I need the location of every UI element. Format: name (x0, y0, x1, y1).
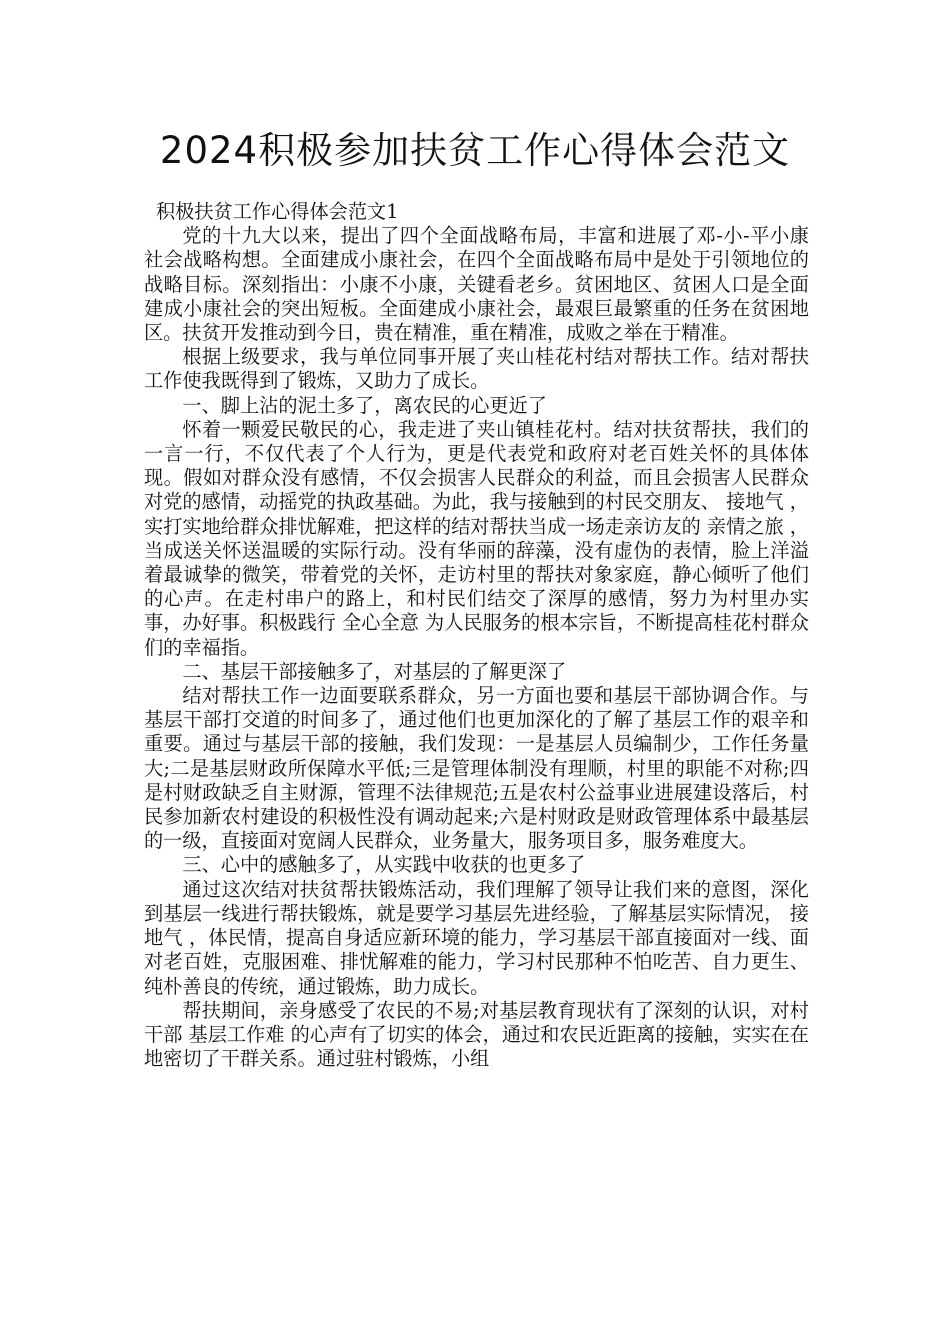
section-heading: 一、脚上沾的泥土多了，离农民的心更近了 (182, 393, 547, 417)
paragraph: 帮扶期间，亲身感受了农民的不易;对基层教育现状有了深刻的认识，对村干部 基层工作难 的心声有了切实的体会，通过和农民近距离的接触，实实在在地密切了干群关系。通过驻村锻炼，小组 (144, 998, 809, 1071)
section-heading: 二、基层干部接触多了，对基层的了解更深了 (182, 659, 567, 683)
paragraph: 根据上级要求，我与单位同事开展了夹山桂花村结对帮扶工作。结对帮扶工作使我既得到了锻炼，又助力了成长。 (144, 345, 809, 393)
paragraph: 怀着一颗爱民敬民的心，我走进了夹山镇桂花村。结对扶贫帮扶，我们的一言一行，不仅代表了个人行为，更是代表党和政府对老百姓关怀的具体体现。假如对群众没有感情，不仅会损害人民群众的利益，而且会损害人民群众对党的感情，动摇党的执政基础。为此，我与接触到的村民交朋友、 接地气 ，实打实地给群众排忧解难，把这样的结对帮扶当成一场走亲访友的 亲情之旅 ，当成送关怀送温暖的实际行动。没有华丽的辞藻，没有虚伪的表情，脸上洋溢着最诚挚的微笑，带着党的关怀，走访村里的帮扶对象家庭，静心倾听了他们的心声。在走村串户的路上，和村民们结交了深厚的感情，努力为村里办实事，办好事。积极践行 全心全意 为人民服务的根本宗旨，不断提高桂花村群众们的幸福指。 (144, 417, 809, 659)
document-subtitle: 积极扶贫工作心得体会范文1 (156, 200, 399, 223)
document-body (144, 200, 809, 1071)
document-title: 2024积极参加扶贫工作心得体会范文 (159, 129, 791, 172)
paragraph: 通过这次结对扶贫帮扶锻炼活动，我们理解了领导让我们来的意图，深化到基层一线进行帮扶锻炼，就是要学习基层先进经验，了解基层实际情况， 接地气 ，体民情，提高自身适应新环境的能力，学习基层干部直接面对一线、面对老百姓，克服困难、排忧解难的能力，学习村民那种不怕吃苦、自力更生、纯朴善良的传统，通过锻炼，助力成长。 (144, 877, 809, 998)
paragraph: 结对帮扶工作一边面要联系群众，另一方面也要和基层干部协调合作。与基层干部打交道的时间多了，通过他们也更加深化的了解了基层工作的艰辛和重要。通过与基层干部的接触，我们发现：一是基层人员编制少，工作任务量大;二是基层财政所保障水平低;三是管理体制没有理顺，村里的职能不对称;四是村财政缺乏自主财源，管理不法律规范;五是农村公益事业进展建设落后，村民参加新农村建设的积极性没有调动起来;六是村财政是财政管理体系中最基层的一级，直接面对宽阔人民群众，业务量大，服务项目多，服务难度大。 (144, 684, 809, 853)
paragraph: 党的十九大以来，提出了四个全面战略布局，丰富和进展了邓-小-平小康社会战略构想。全面建成小康社会，在四个全面战略布局中是处于引领地位的战略目标。深刻指出：小康不小康，关键看老乡。贫困地区、贫困人口是全面建成小康社会的突出短板。全面建成小康社会，最艰巨最繁重的任务在贫困地区。扶贫开发推动到今日，贵在精准，重在精准，成败之举在于精准。 (144, 224, 809, 345)
section-heading: 三、心中的感触多了，从实践中收获的也更多了 (182, 853, 586, 877)
